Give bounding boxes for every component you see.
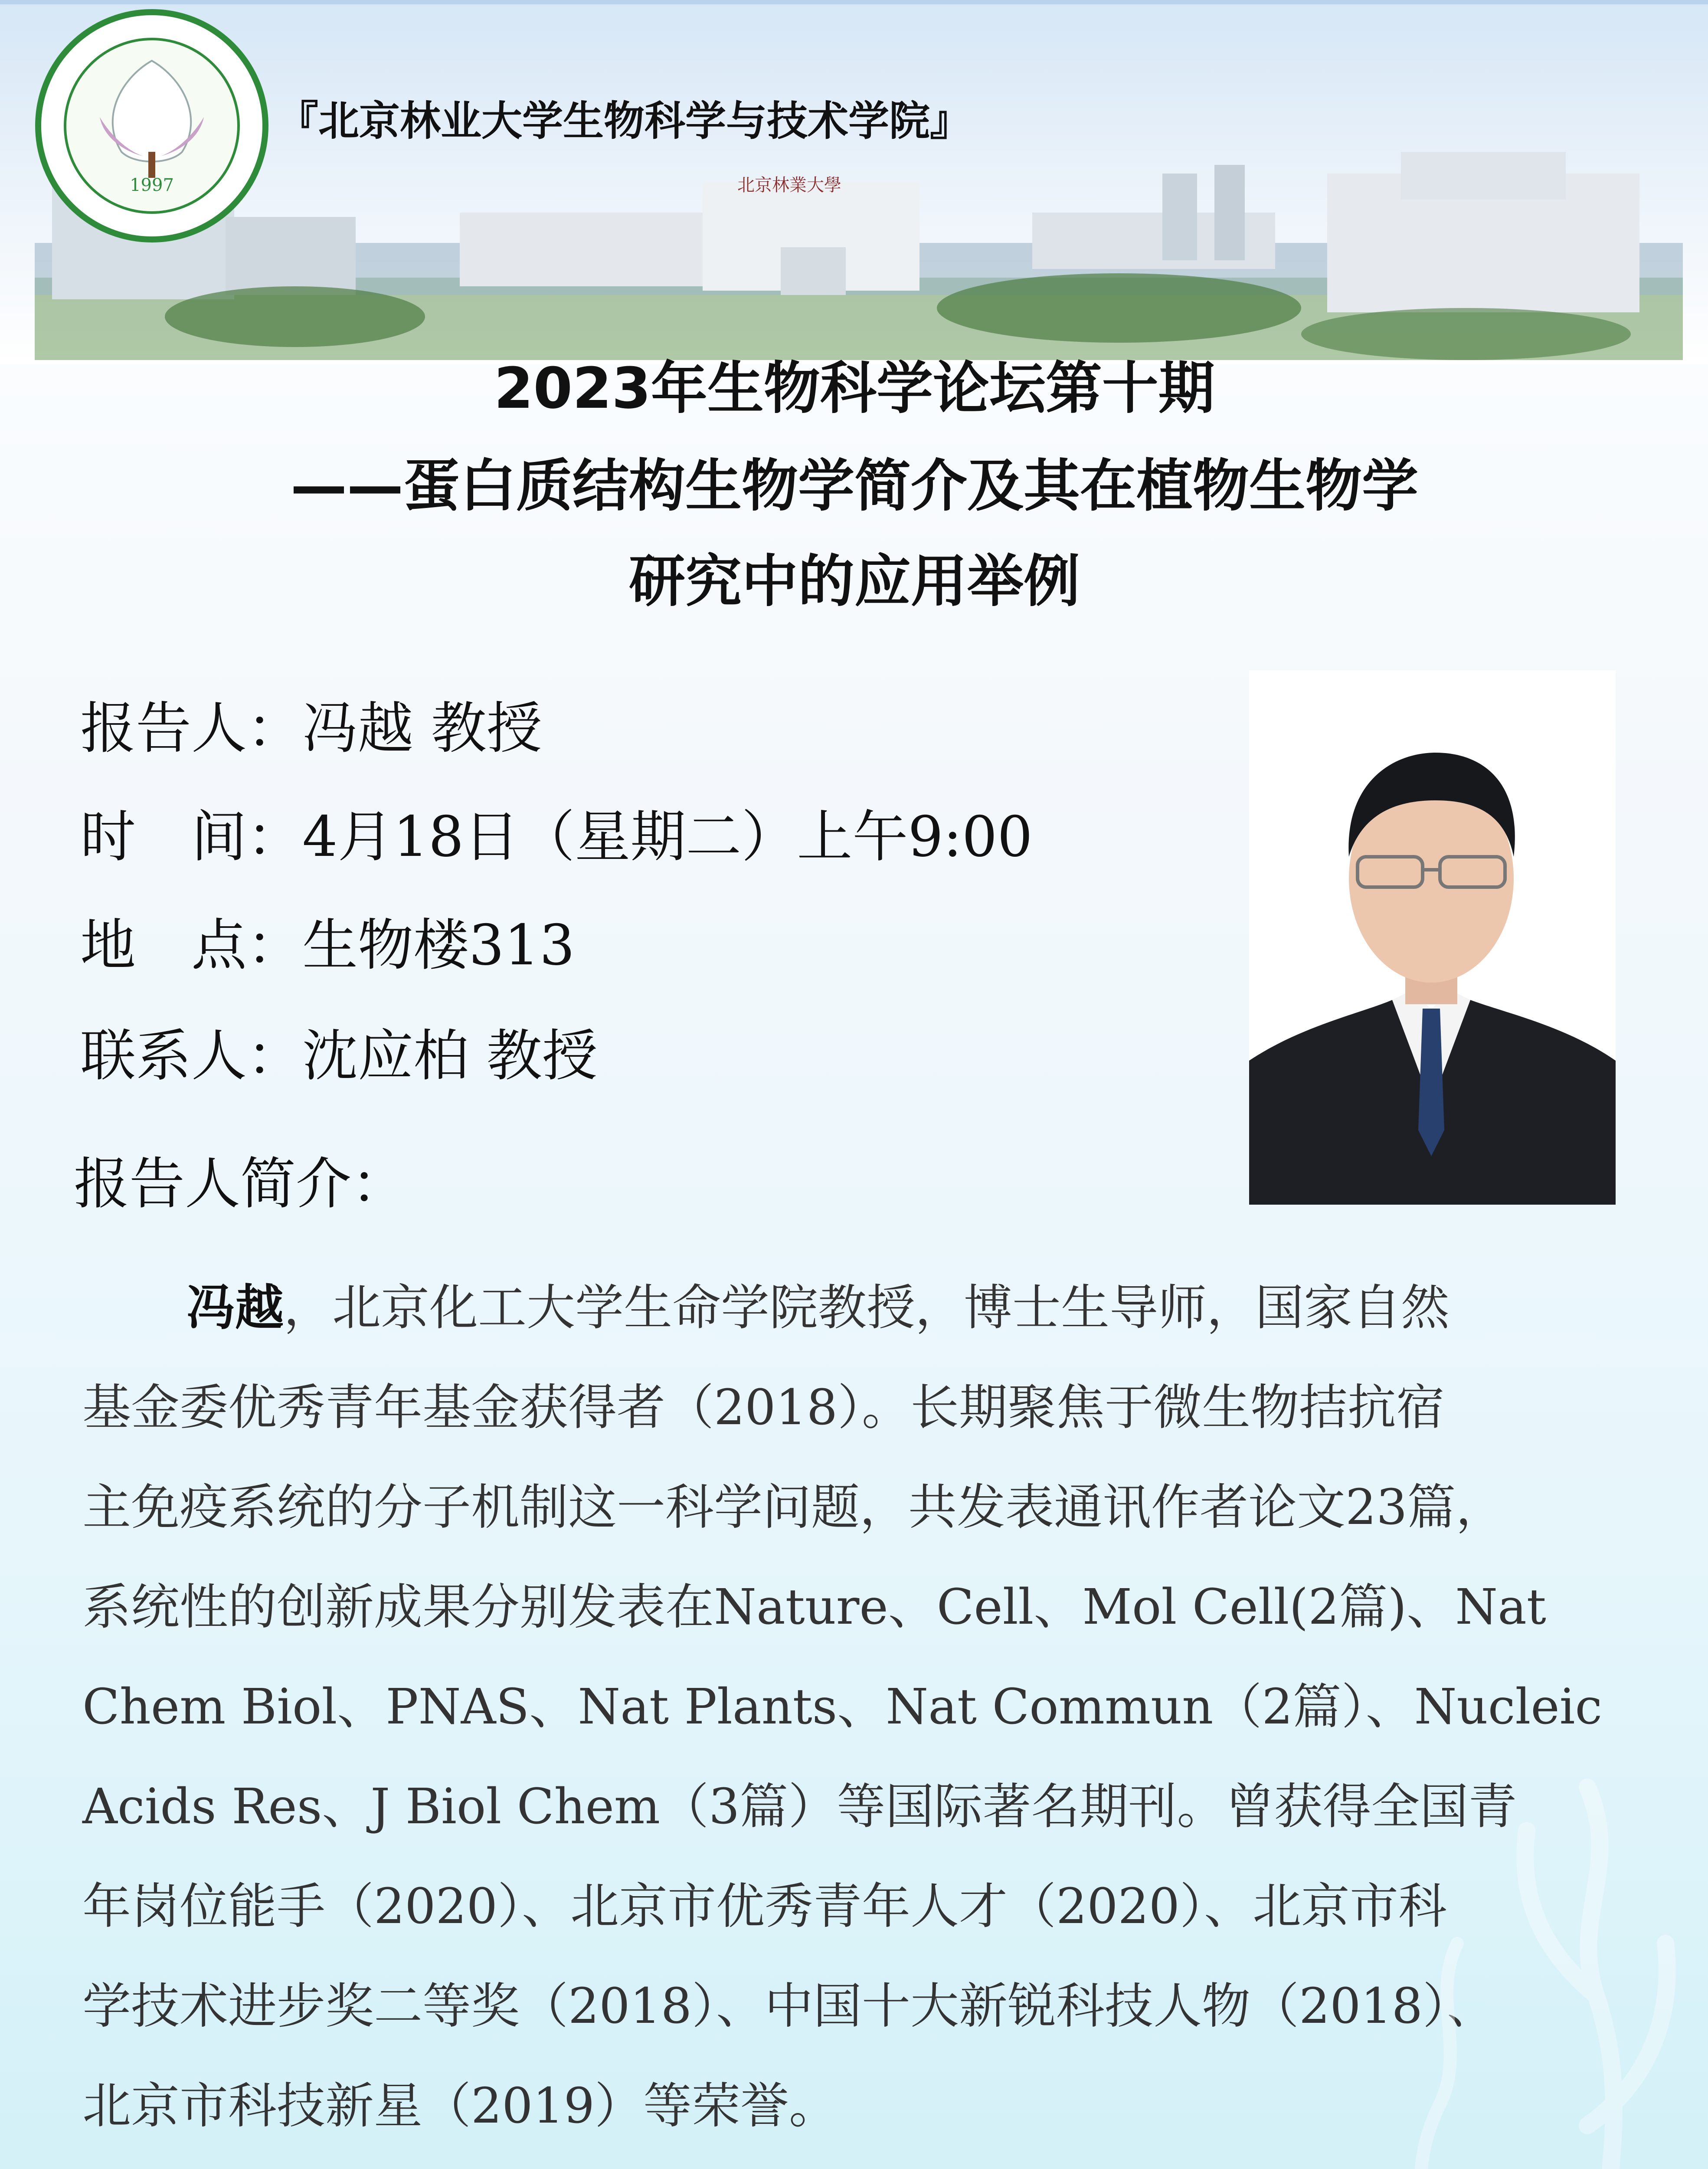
contact-row	[80, 1022, 598, 1091]
bio-line: Chem Biol、PNAS、Nat Plants、Nat Commun（2篇）、Nucleic	[82, 1679, 1603, 1735]
bio-line: 年岗位能手（2020）、北京市优秀青年人才（2020）、北京市科	[82, 1878, 1447, 1935]
coral-decoration	[1214, 1562, 1708, 2169]
title-line-2: ——蛋白质结构生物学简介及其在植物生物学	[290, 453, 1418, 519]
logo-year: 1997	[130, 175, 174, 195]
title-line-1: 2023年生物科学论坛第十期	[494, 355, 1215, 421]
bio-line: Acids Res、J Biol Chem（3篇）等国际著名期刊。曾获得全国青	[82, 1779, 1517, 1835]
contact-label: 联系人：	[80, 1024, 303, 1088]
bio-line: 学技术进步奖二等奖（2018）、中国十大新锐科技人物（2018）、	[82, 1978, 1496, 2035]
bio-name: 冯越	[187, 1279, 284, 1336]
place-label: 地 点：	[80, 913, 303, 978]
speaker-photo	[1249, 670, 1616, 1205]
bio-line-1-text: ，北京化工大学生命学院教授，博士生导师，国家自然	[284, 1280, 1450, 1336]
college-name: 『北京林业大学生物科学与技术学院』	[278, 98, 971, 145]
header-banner	[0, 4, 1708, 364]
bio-line: 基金委优秀青年基金获得者（2018）。长期聚焦于微生物拮抗宿	[82, 1379, 1445, 1436]
speaker-label: 报告人：	[80, 696, 303, 761]
contact-value: 沈应柏 教授	[302, 1024, 598, 1088]
time-label: 时 间：	[80, 805, 303, 869]
speaker-value: 冯越 教授	[302, 696, 542, 761]
bio-line: 主免疫系统的分子机制这一科学问题，共发表通讯作者论文23篇，	[82, 1479, 1505, 1536]
bio-line: 北京市科技新星（2019）等荣誉。	[82, 2078, 838, 2134]
time-value: 4月18日（星期二）上午9:00	[302, 805, 1033, 869]
place-row	[80, 911, 575, 980]
campus-panorama-image	[35, 134, 1683, 360]
bio-heading: 报告人简介：	[74, 1152, 407, 1216]
speaker-row	[80, 694, 542, 763]
bio-line	[82, 1258, 1626, 1358]
bio-line: 系统性的创新成果分别发表在Nature、Cell、Mol Cell(2篇)、Nat	[82, 1579, 1546, 1635]
place-value: 生物楼313	[302, 913, 575, 978]
title-line-3: 研究中的应用举例	[628, 548, 1080, 614]
campus-sign-text: 北京林業大學	[737, 175, 841, 195]
time-row	[80, 803, 1033, 872]
college-logo	[35, 9, 269, 243]
top-strip	[0, 0, 1708, 4]
